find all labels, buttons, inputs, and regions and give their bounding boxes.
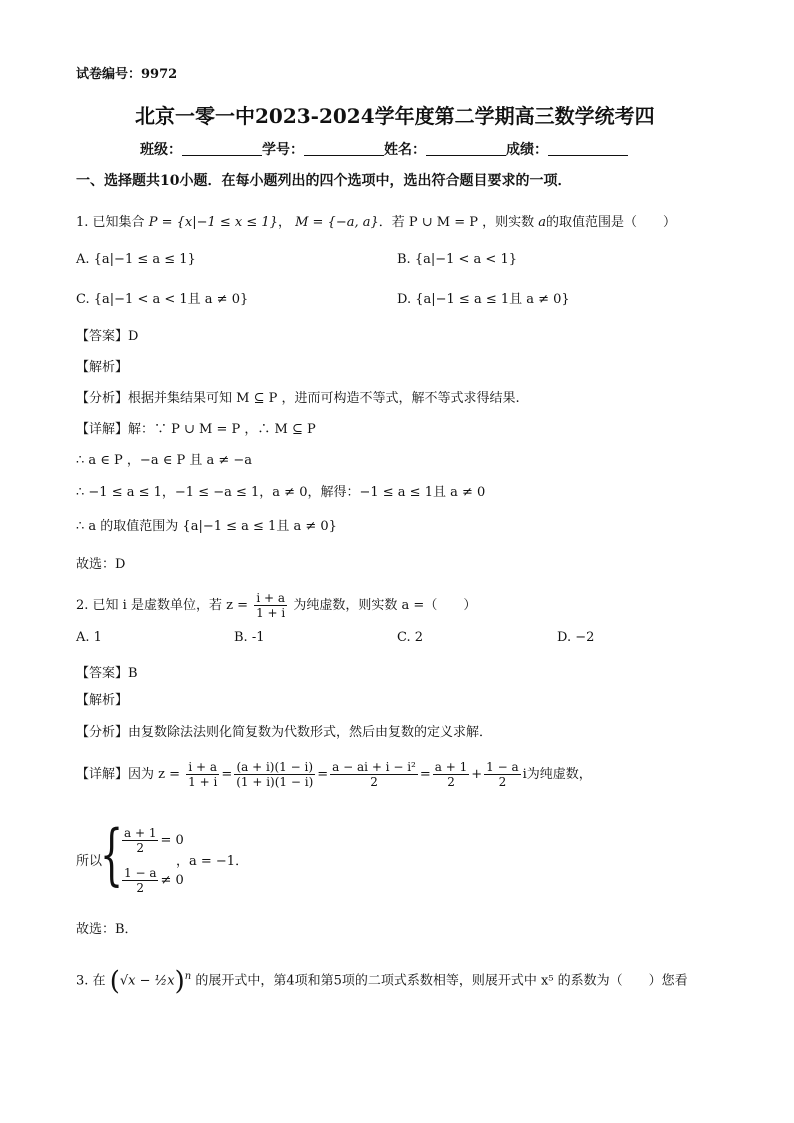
- student-info-row: [140, 141, 628, 159]
- q1-option-a[interactable]: A. {a|−1 ≤ a ≤ 1}: [76, 252, 196, 267]
- q1-detail-3: ∴ −1 ≤ a ≤ 1，−1 ≤ −a ≤ 1，a ≠ 0，解得：−1 ≤ a ≤ 1且 a ≠ 0: [76, 485, 486, 500]
- q2-detail-frac-1: $\frac{i + a}{1 + i}$: [188, 760, 218, 789]
- exam-code: 试卷编号：9972: [76, 67, 178, 82]
- q2-detail-frac-5: $\frac{1 - a}{2}$: [486, 760, 519, 789]
- q1-set-p: P = {x|−1 ≤ x ≤ 1}: [148, 215, 278, 230]
- q3-stem-end: 的展开式中，第4项和第5项的二项式系数相等，则展开式中 x⁵ 的系数为（ ）您看: [195, 973, 688, 989]
- q2-answer: 【答案】B: [76, 666, 138, 681]
- class-label: 班级：: [140, 142, 182, 158]
- q2-detail-frac-2: $\frac{(a + i)(1 - i)}{(1 + i)(1 - i)}$: [236, 760, 314, 789]
- q1-set-m: M = {−a, a}: [295, 215, 379, 230]
- q2-option-d[interactable]: D. −2: [557, 630, 595, 645]
- q2-stem-end: 为纯虚数，则实数 a =（ ）: [293, 598, 477, 613]
- q1-detail-4: ∴ a 的取值范围为 {a|−1 ≤ a ≤ 1且 a ≠ 0}: [76, 519, 337, 534]
- q1-fenxi: 【分析】根据并集结果可知 M ⊆ P ，进而可构造不等式，解不等式求得结果.: [76, 391, 520, 406]
- q1-option-b[interactable]: B. {a|−1 < a < 1}: [397, 252, 517, 267]
- q2-stem: [76, 588, 476, 624]
- section-heading: 一、选择题共10小题．在每小题列出的四个选项中，选出符合题目要求的一项．: [76, 173, 572, 189]
- q1-option-d[interactable]: D. {a|−1 ≤ a ≤ 1且 a ≠ 0}: [397, 292, 570, 307]
- score-blank[interactable]: [548, 141, 628, 156]
- name-blank[interactable]: [426, 141, 506, 156]
- q1-detail-2: ∴ a ∈ P ，−a ∈ P 且 a ≠ −a: [76, 453, 253, 468]
- class-blank[interactable]: [182, 141, 262, 156]
- left-brace-icon: {: [100, 816, 124, 893]
- q2-detail-label: 【详解】因为 z =: [76, 767, 181, 782]
- student-id-label: 学号：: [262, 142, 304, 158]
- q2-sys-result: ，a = −1．: [176, 854, 249, 869]
- q2-stem-text: 2. 已知 i 是虚数单位，若 z =: [76, 598, 248, 613]
- q2-detail: 【详解】因为 z = $\frac{i + a}{1 + i}$ = $\frac{(a + i)(1 - i)}{(1 + i)(1 - i)}$ = $\frac{\text{a − ai + i − i²}}{2}$ = $\frac{a + 1}{2}$ + $\frac{1 - a}{2}$ i为纯虚数，: [76, 760, 592, 789]
- q2-fenxi: 【分析】由复数除法法则化简复数为代数形式，然后由复数的定义求解．: [76, 725, 493, 740]
- q2-choose: 故选：B．: [76, 922, 138, 937]
- q2-detail-frac-3: $\frac{\text{a − ai + i − i²}}{2}$: [332, 760, 416, 789]
- q2-equation-system: [76, 816, 336, 900]
- page-title: 北京一零一中2023-2024学年度第二学期高三数学统考四: [135, 104, 655, 128]
- q3-stem-text: 3. 在: [76, 973, 106, 989]
- q2-sys-eq-2: $\frac{1 - a}{2}$ ≠ 0: [124, 866, 184, 895]
- q2-detail-frac-4: $\frac{a + 1}{2}$: [434, 760, 468, 789]
- q1-option-c[interactable]: C. {a|−1 < a < 1且 a ≠ 0}: [76, 292, 249, 307]
- q1-detail-1: 【详解】解：∵ P ∪ M = P ，∴ M ⊆ P: [76, 422, 316, 437]
- q2-sys-eq-1: $\frac{a + 1}{2}$ = 0: [124, 826, 184, 855]
- q1-stem-end: 的取值范围是（ ）: [546, 215, 677, 230]
- score-label: 成绩：: [506, 142, 548, 158]
- q1-analysis-label: 【解析】: [76, 360, 129, 375]
- q3-stem: [76, 962, 688, 996]
- q1-stem-text: 1. 已知集合: [76, 215, 145, 230]
- q2-detail-tail: i为纯虚数，: [522, 767, 592, 782]
- q1-stem: 1. 已知集合 P = {x|−1 ≤ x ≤ 1}， M = {−a, a}．若 P ∪ M = P ，则实数 a的取值范围是（ ）: [76, 215, 677, 230]
- q1-stem-mid: ．若 P ∪ M = P ，则实数: [378, 215, 535, 230]
- q3-exponent: n: [184, 971, 192, 982]
- q3-expression: √x − ½x: [119, 973, 175, 989]
- name-label: 姓名：: [384, 142, 426, 158]
- q2-option-b[interactable]: B. -1: [234, 630, 265, 645]
- student-id-blank[interactable]: [304, 141, 384, 156]
- q2-analysis-label: 【解析】: [76, 693, 129, 708]
- q2-option-c[interactable]: C. 2: [397, 630, 424, 645]
- q2-sys-label: 所以: [76, 854, 103, 869]
- q1-answer: 【答案】D: [76, 329, 139, 344]
- q2-fraction: $\frac{i + a}{1 + i}$: [256, 591, 286, 620]
- q1-choose: 故选：D: [76, 557, 126, 572]
- q1-var: a: [538, 215, 547, 230]
- right-paren-icon: ): [174, 966, 185, 997]
- q2-option-a[interactable]: A. 1: [76, 630, 102, 645]
- left-paren-icon: (: [109, 966, 120, 997]
